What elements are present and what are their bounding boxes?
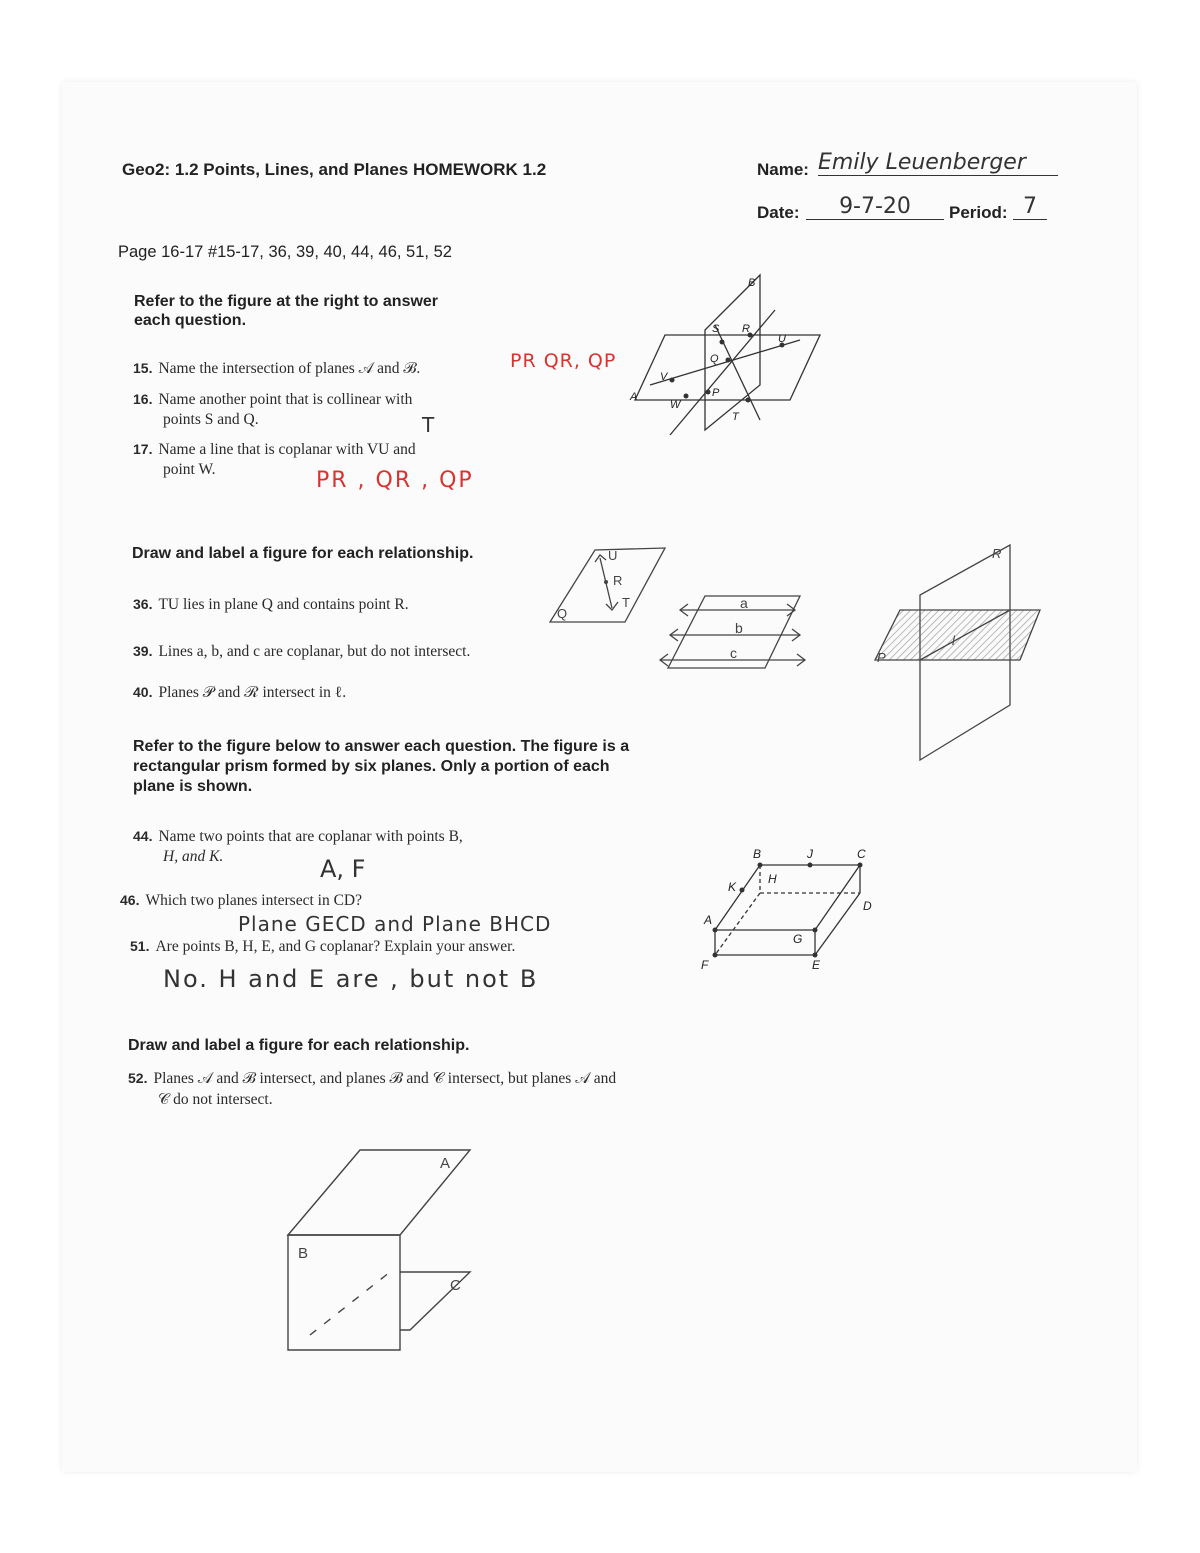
- section3-heading-line2: rectangular prism formed by six planes. Only a portion of each: [133, 758, 610, 775]
- q15-text: Name the intersection of planes 𝒜 and ℬ.: [158, 360, 421, 377]
- figure-40-drawing: [860, 540, 1060, 765]
- section2-heading: Draw and label a figure for each relationship.: [132, 545, 474, 562]
- fig-label-p: P: [712, 387, 720, 399]
- fig-label-v: V: [660, 371, 668, 383]
- prism-label-h: H: [768, 872, 777, 886]
- question-39: [133, 643, 470, 661]
- fig52-label-a: A: [440, 1155, 451, 1172]
- fig36-label-u: U: [608, 548, 618, 563]
- q46-text: Which two planes intersect in CD?: [145, 892, 362, 909]
- q40-number: 40.: [133, 684, 153, 700]
- q52-text-line1: Planes 𝒜 and ℬ intersect, and planes ℬ and 𝒞 intersect, but planes 𝒜 and: [153, 1070, 617, 1087]
- name-value: Emily Leuenberger: [818, 150, 1058, 176]
- q39-number: 39.: [133, 643, 153, 659]
- planes-figure: [610, 270, 830, 450]
- question-51: [130, 938, 515, 956]
- question-46: [120, 892, 362, 910]
- fig52-label-c: C: [450, 1277, 461, 1294]
- q17-text-line1: Name a line that is coplanar with VU and: [158, 441, 416, 458]
- fig-label-q: Q: [710, 353, 719, 365]
- fig36-label-r: R: [613, 573, 623, 588]
- fig-label-r: R: [742, 323, 750, 335]
- fig-label-plane-b: B: [748, 277, 756, 289]
- question-44: [133, 826, 463, 867]
- figure-39-drawing: [650, 588, 815, 673]
- question-16: [133, 389, 412, 430]
- fig40-label-l: l: [952, 633, 955, 648]
- q36-text: TU lies in plane Q and contains point R.: [158, 596, 409, 613]
- fig36-label-t: T: [622, 595, 630, 610]
- prism-label-d: D: [863, 899, 872, 913]
- q40-text: Planes 𝒫 and ℛ intersect in ℓ.: [158, 684, 347, 701]
- q16-text-line1: Name another point that is collinear with: [158, 391, 413, 408]
- q39-text: Lines a, b, and c are coplanar, but do not intersect.: [158, 643, 471, 660]
- period-label: Period:: [949, 203, 1008, 222]
- q17-number: 17.: [133, 441, 153, 457]
- fig39-label-b: b: [735, 620, 743, 636]
- question-52: [128, 1068, 616, 1110]
- assignment-line: Page 16-17 #15-17, 36, 39, 40, 44, 46, 51, 52: [118, 243, 452, 261]
- q51-answer: No. H and E are , but not B: [163, 965, 539, 993]
- q51-number: 51.: [130, 938, 150, 954]
- q17-text-line2: point W.: [163, 461, 216, 478]
- fig-label-t: T: [732, 411, 739, 423]
- prism-label-b: B: [753, 847, 762, 861]
- fig39-label-a: a: [740, 595, 748, 611]
- fig40-label-r: R: [992, 546, 1002, 561]
- q36-number: 36.: [133, 596, 153, 612]
- section4-heading: Draw and label a figure for each relationship.: [128, 1037, 470, 1054]
- q46-answer: Plane GECD and Plane BHCD: [238, 912, 552, 936]
- figure-52-drawing: [280, 1140, 480, 1355]
- q46-number: 46.: [120, 892, 140, 908]
- date-label: Date:: [757, 203, 800, 222]
- prism-label-a: A: [704, 913, 713, 927]
- prism-label-e: E: [812, 958, 821, 972]
- prism-label-j: J: [807, 847, 813, 861]
- date-value: 9-7-20: [806, 194, 944, 220]
- section3-heading-line3: plane is shown.: [133, 778, 253, 795]
- q15-answer: PR QR, QP: [510, 350, 617, 372]
- q44-answer: A, F: [320, 855, 366, 883]
- question-15: [133, 360, 420, 378]
- fig39-label-c: c: [730, 645, 737, 661]
- q15-number: 15.: [133, 360, 153, 376]
- section1-heading-line1: Refer to the figure at the right to answer: [134, 293, 439, 310]
- q52-text-line2: 𝒞 do not intersect.: [158, 1091, 273, 1108]
- fig-label-s: S: [712, 323, 720, 335]
- fig40-label-p: P: [877, 650, 886, 665]
- prism-label-k: K: [728, 880, 737, 894]
- period-value: 7: [1013, 194, 1047, 220]
- question-40: [133, 684, 346, 702]
- section1-heading-line2: each question.: [134, 312, 247, 329]
- fig-label-u: U: [778, 333, 786, 345]
- q16-answer: T: [422, 413, 435, 437]
- worksheet-title: Geo2: 1.2 Points, Lines, and Planes HOMEWORK 1.2: [122, 160, 547, 179]
- fig-label-plane-a: A: [630, 391, 638, 403]
- q16-number: 16.: [133, 391, 153, 407]
- q51-text: Are points B, H, E, and G coplanar? Explain your answer.: [155, 938, 516, 955]
- fig36-label-q: Q: [557, 606, 568, 621]
- q16-text-line2: points S and Q.: [163, 411, 259, 428]
- q52-number: 52.: [128, 1070, 148, 1086]
- prism-label-c: C: [857, 847, 866, 861]
- q17-answer: PR , QR , QP: [316, 468, 474, 493]
- section1-heading: [134, 292, 438, 330]
- section3-heading-line1: Refer to the figure below to answer each question. The figure is a: [133, 738, 630, 755]
- q44-text-line2: H, and K.: [163, 848, 224, 865]
- prism-label-g: G: [793, 932, 803, 946]
- name-label: Name:: [757, 160, 809, 179]
- fig52-label-b: B: [298, 1245, 309, 1262]
- q44-number: 44.: [133, 828, 153, 844]
- question-36: [133, 596, 409, 614]
- fig-label-w: W: [670, 399, 681, 411]
- q44-text-line1: Name two points that are coplanar with points B,: [158, 828, 463, 845]
- section3-heading: [133, 737, 629, 797]
- prism-label-f: F: [701, 958, 709, 972]
- prism-figure: [695, 845, 885, 975]
